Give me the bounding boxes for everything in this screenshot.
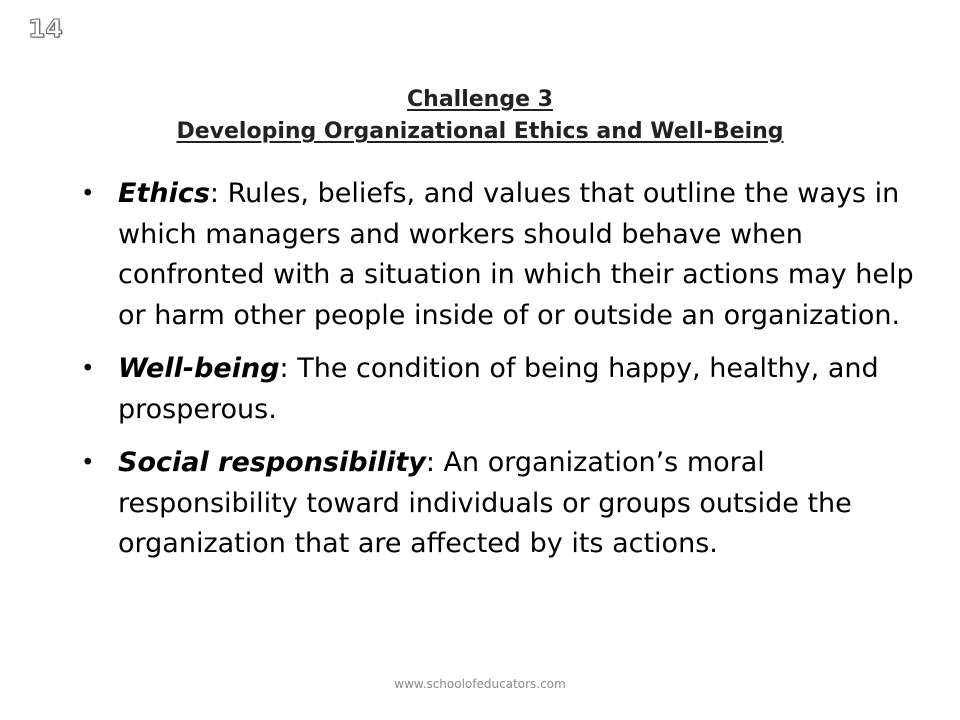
bullet-separator: : xyxy=(425,447,444,478)
bullet-item-social-responsibility xyxy=(78,443,918,565)
bullet-term: Ethics xyxy=(118,178,210,209)
bullet-dot-icon: • xyxy=(81,356,95,382)
footer-url: www.schoolofeducators.com xyxy=(394,677,566,691)
slide-title xyxy=(0,84,960,148)
title-line-2: Developing Organizational Ethics and Well-Being xyxy=(176,119,784,144)
bullet-separator: : xyxy=(209,178,228,209)
bullet-definition: The condition of being happy, healthy, and prosperous. xyxy=(118,353,879,425)
bullet-term: Well-being xyxy=(118,353,280,384)
bullet-term: Social responsibility xyxy=(118,447,426,478)
bullet-item-well-being xyxy=(78,349,918,430)
bullet-definition: An organization’s moral responsibility toward individuals or groups outside the organization that are affected by its actions. xyxy=(118,447,852,559)
bullet-dot-icon: • xyxy=(81,450,95,476)
bullet-definition: Rules, beliefs, and values that outline the ways in which managers and workers should behave when confronted with a situation in which their actions may help or harm other people inside of or outside an organization. xyxy=(118,178,914,331)
bullet-item-ethics xyxy=(78,174,918,336)
slide-number: 14 xyxy=(28,14,63,43)
title-line-1: Challenge 3 xyxy=(407,87,553,112)
bullet-separator: : xyxy=(279,353,298,384)
bullet-list xyxy=(78,174,918,578)
bullet-dot-icon: • xyxy=(81,181,95,207)
